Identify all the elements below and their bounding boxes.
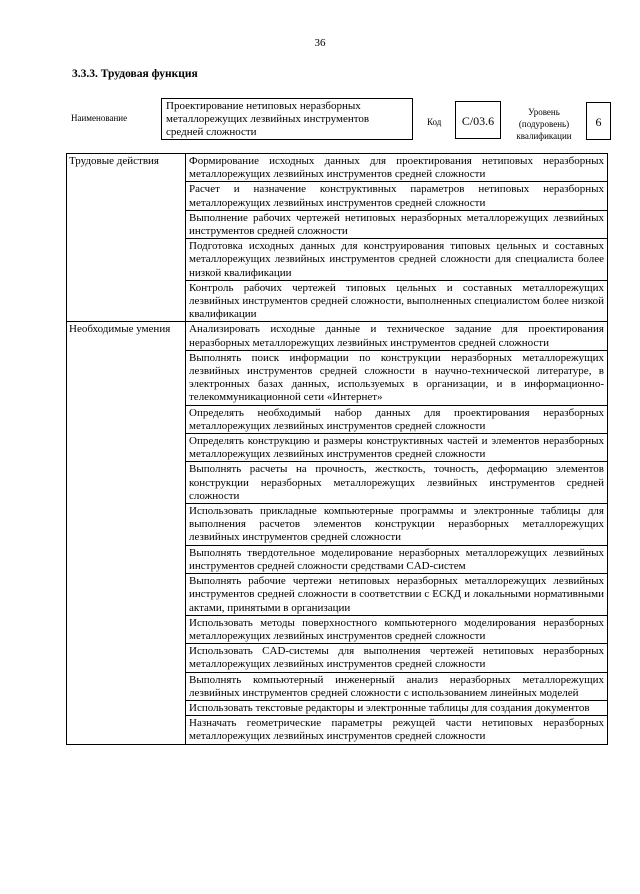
table-cell: Выполнение рабочих чертежей нетиповых неразборных металлорежущих лезвийных инструментов средней сложности <box>186 210 608 238</box>
function-name-box: Проектирование нетиповых неразборных металлорежущих лезвийных инструментов средней сложности <box>161 98 413 140</box>
table-cell: Назначать геометрические параметры режущей части нетиповых неразборных металлорежущих лезвийных инструментов средней сложности <box>186 716 608 744</box>
table-cell: Выполнять рабочие чертежи нетиповых неразборных металлорежущих лезвийных инструментов средней сложности в соответствии с ЕСКД и локальными нормативными актами, принятыми в организации <box>186 574 608 616</box>
table-cell: Выполнять твердотельное моделирование неразборных металлорежущих лезвийных инструментов средней сложности средствами CAD-систем <box>186 545 608 573</box>
name-label: Наименование <box>71 113 128 123</box>
code-label: Код <box>427 117 442 127</box>
table-cell: Определять необходимый набор данных для проектирования неразборных металлорежущих лезвийных инструментов средней сложности <box>186 405 608 433</box>
code-box: C/03.6 <box>455 101 501 139</box>
table-cell: Контроль рабочих чертежей типовых цельных и составных металлорежущих лезвийных инструментов средней сложности, выполненных специалистом более низкой квалификации <box>186 280 608 322</box>
table-cell: Определять конструкцию и размеры конструктивных частей и элементов неразборных металлорежущих лезвийных инструментов средней сложности <box>186 434 608 462</box>
table-cell: Использовать CAD-системы для выполнения чертежей нетиповых неразборных металлорежущих лезвийных инструментов средней сложности <box>186 644 608 672</box>
table-cell: Подготовка исходных данных для конструирования типовых цельных и составных металлорежущих лезвийных инструментов средней сложности для специалиста более низкой квалификации <box>186 239 608 281</box>
level-label: Уровень (подуровень) квалификации <box>516 107 572 141</box>
table-cell: Расчет и назначение конструктивных параметров нетиповых неразборных металлорежущих лезвийных инструментов средней сложности <box>186 182 608 210</box>
table-cell: Выполнять поиск информации по конструкции неразборных металлорежущих лезвийных инструментов средней сложности в научно-технической литературе, в электронных базах данных, используемых в организации, и в информационно-телекоммуникационной сети «Интернет» <box>186 350 608 405</box>
table-cell: Выполнять расчеты на прочность, жесткость, точность, деформацию элементов конструкции неразборных металлорежущих лезвийных инструментов средней сложности <box>186 462 608 504</box>
function-table <box>66 153 608 745</box>
table-cell: Выполнять компьютерный инженерный анализ неразборных металлорежущих лезвийных инструментов средней сложности с использованием линейных моделей <box>186 672 608 700</box>
table-row <box>67 154 608 182</box>
category-cell: Трудовые действия <box>67 154 186 322</box>
table-cell: Использовать методы поверхностного компьютерного моделирования неразборных металлорежущих лезвийных инструментов средней сложности <box>186 615 608 643</box>
category-cell: Необходимые умения <box>67 322 186 744</box>
table-row <box>67 322 608 350</box>
page-number: 36 <box>314 37 326 49</box>
table-cell: Формирование исходных данных для проектирования нетиповых неразборных металлорежущих лезвийных инструментов средней сложности <box>186 154 608 182</box>
table-cell: Использовать прикладные компьютерные программы и электронные таблицы для выполнения расчетов элементов конструкции неразборных металлорежущих лезвийных инструментов средней сложности <box>186 504 608 546</box>
section-title: 3.3.3. Трудовая функция <box>72 68 198 80</box>
table-cell: Анализировать исходные данные и техническое задание для проектирования неразборных металлорежущих лезвийных инструментов средней сложности <box>186 322 608 350</box>
level-box: 6 <box>586 102 611 140</box>
table-cell: Использовать текстовые редакторы и электронные таблицы для создания документов <box>186 700 608 715</box>
